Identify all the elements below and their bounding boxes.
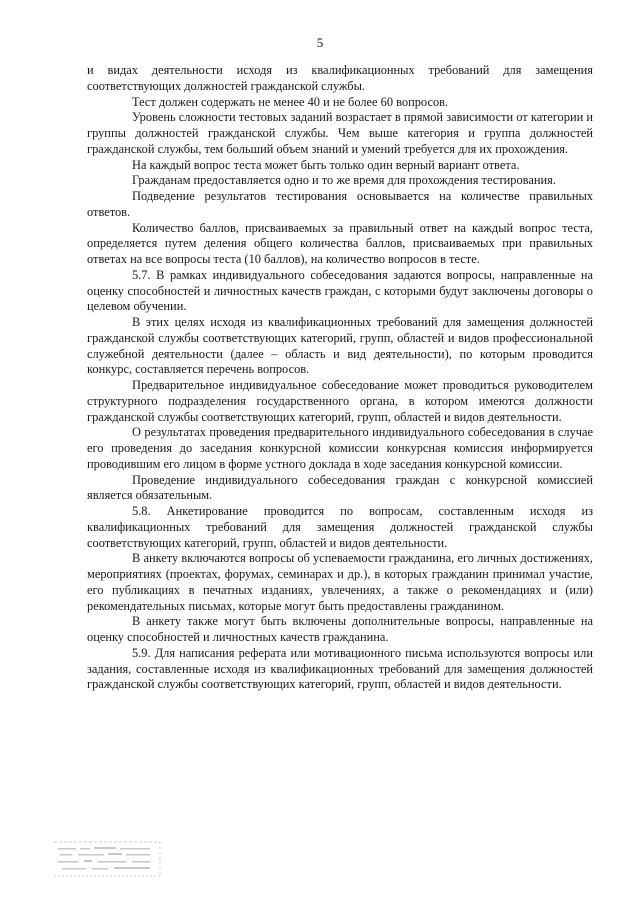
stamp-graphic (50, 838, 165, 880)
paragraph-section-5-7: 5.7. В рамках индивидуального собеседования задаются вопросы, направленные на оценку способностей и личностных качеств граждан, с которыми будут заключены договоры о целевом обучении. (87, 267, 593, 314)
certification-stamp-icon (50, 838, 165, 880)
paragraph-section-5-8: 5.8. Анкетирование проводится по вопросам, составленным исходя из квалификационных требований для замещения должностей гражданской службы соответствующих категорий, групп, областей и видов деятельности. (87, 504, 593, 550)
page-number: 5 (316, 35, 324, 50)
paragraph: Проведение индивидуального собеседования граждан с конкурсной комиссией является обязательным. (87, 472, 593, 503)
paragraph: На каждый вопрос теста может быть только один верный вариант ответа. (132, 157, 520, 172)
paragraph: Количество баллов, присваиваемых за правильный ответ на каждый вопрос теста, определяется путем деления общего количества баллов, присваиваемых при правильных ответах на все вопросы теста (10 баллов), на количество вопросов в тесте. (87, 220, 593, 266)
paragraph: Подведение результатов тестирования основывается на количестве правильных ответов. (87, 189, 593, 219)
paragraph: Предварительное индивидуальное собеседование может проводиться руководителем структурного подразделения государственного органа, в котором имеются должности гражданской службы соответствующих категорий, групп, областей и видов деятельности. (87, 378, 593, 424)
paragraph: Уровень сложности тестовых заданий возрастает в прямой зависимости от категории и группы должностей гражданской службы. Чем выше категория и группа должностей гражданской службы, тем больший объем знаний и умений требуется для их прохождения. (87, 110, 593, 156)
paragraph: В анкету также могут быть включены дополнительные вопросы, направленные на оценку способностей и личностных качеств гражданина. (87, 614, 593, 644)
paragraph: Тест должен содержать не менее 40 и не более 60 вопросов. (132, 94, 449, 109)
paragraph: и видах деятельности исходя из квалификационных требований для замещения соответствующих должностей гражданской службы. (87, 63, 593, 93)
document-body (87, 63, 593, 693)
paragraph: Гражданам предоставляется одно и то же время для прохождения тестирования. (132, 173, 556, 188)
paragraph: В этих целях исходя из квалификационных требований для замещения должностей гражданской службы соответствующих категорий, групп, областей и видов профессиональной служебной деятельности (далее – область и вид деятельности), по которым проводится конкурс, составляется перечень вопросов. (87, 315, 593, 377)
paragraph: О результатах проведения предварительного индивидуального собеседования в случае его проведения до заседания конкурсной комиссии конкурсная комиссия информируется проводившим его лицом в форме устного доклада в ходе заседания конкурсной комиссии. (87, 425, 593, 471)
paragraph-section-5-9: 5.9. Для написания реферата или мотивационного письма используются вопросы или задания, составленные исходя из квалификационных требований для замещения должностей гражданской службы соответствующих категорий, групп, областей и видов деятельности. (87, 645, 593, 692)
paragraph: В анкету включаются вопросы об успеваемости гражданина, его личных достижениях, мероприятиях (проектах, форумах, семинарах и др.), в которых гражданин принимал участие, его публикациях в печатных изданиях, увлечениях, а также о рекомендациях и (или) рекомендательных письмах, которые могут быть предоставлены гражданином. (87, 551, 593, 613)
